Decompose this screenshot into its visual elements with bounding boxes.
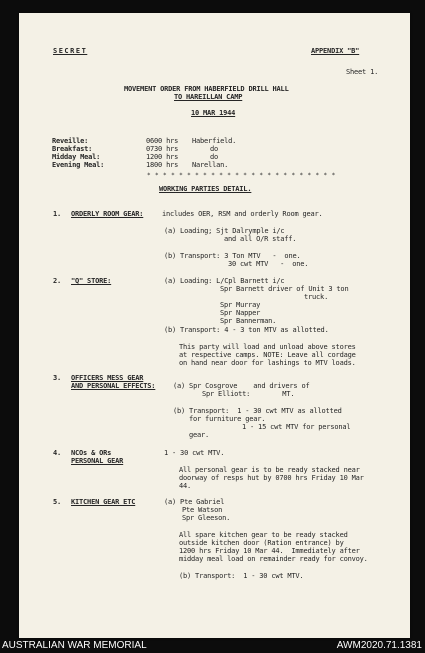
item-text: 1 - 30 cwt MTV. — [164, 449, 225, 457]
schedule-label: Evening Meal: — [52, 161, 105, 169]
item-text: truck. — [304, 293, 329, 301]
item-number: 5. — [53, 498, 62, 506]
item-text: (a) Pte Gabriel — [164, 498, 225, 506]
document-date: 10 MAR 1944 — [191, 109, 236, 117]
item-title: OFFICERS MESS GEAR — [71, 374, 144, 382]
item-text: (a) Spr Cosgrove and drivers of — [173, 382, 310, 390]
title-line-2: TO HAREILLAN CAMP — [174, 93, 243, 101]
footer-accession-number: AWM2020.71.1381 — [336, 640, 422, 651]
item-number: 1. — [53, 210, 62, 218]
item-text: midday meal load on remainder ready for convoy. — [179, 555, 368, 563]
item-title: KITCHEN GEAR ETC — [71, 498, 136, 506]
item-text: at respective camps. NOTE: Leave all cordage — [179, 351, 356, 359]
item-text: (a) Loading; Sjt Dalrymple i/c — [164, 227, 285, 235]
item-text: (b) Transport: 1 - 30 cwt MTV. — [179, 572, 304, 580]
appendix-label: APPENDIX "B" — [311, 47, 360, 55]
schedule-time: 1800 hrs — [146, 161, 179, 169]
separator-line: * * * * * * * * * * * * * * * * * * * * * * * * — [147, 172, 336, 179]
item-text: outside kitchen door (Ration entrance) by — [179, 539, 344, 547]
item-number: 3. — [53, 374, 62, 382]
item-text: 1200 hrs Friday 10 Mar 44. Immediately after — [179, 547, 360, 555]
item-text: 44. — [179, 482, 192, 490]
item-number: 2. — [53, 277, 62, 285]
item-title: NCOs & ORs — [71, 449, 112, 457]
item-text: and all O/R staff. — [224, 235, 297, 243]
schedule-place: Narellan. — [192, 161, 229, 169]
item-text: Spr Bannerman. — [220, 317, 277, 325]
item-text: gear. — [189, 431, 210, 439]
schedule-time: 1200 hrs — [146, 153, 179, 161]
schedule-time: 0600 hrs — [146, 137, 179, 145]
item-title: PERSONAL GEAR — [71, 457, 124, 465]
item-title: "Q" STORE: — [71, 277, 112, 285]
item-text: All personal gear is to be ready stacked near — [179, 466, 360, 474]
item-text: Spr Murray — [220, 301, 261, 309]
item-text: Spr Napper — [220, 309, 261, 317]
footer-institution: AUSTRALIAN WAR MEMORIAL — [2, 640, 147, 651]
schedule-time: 0730 hrs — [146, 145, 179, 153]
section-heading: WORKING PARTIES DETAIL. — [159, 185, 252, 193]
item-number: 4. — [53, 449, 62, 457]
item-text: Spr Elliott: MT. — [202, 390, 295, 398]
item-text: 1 - 15 cwt MTV for personal — [242, 423, 351, 431]
item-text: This party will load and unload above stores — [179, 343, 356, 351]
item-title: ORDERLY ROOM GEAR: — [71, 210, 144, 218]
document-page — [19, 13, 410, 638]
schedule-place: do — [210, 145, 219, 153]
item-text: 30 cwt MTV - one. — [228, 260, 309, 268]
item-text: All spare kitchen gear to be ready stacked — [179, 531, 348, 539]
item-title: AND PERSONAL EFFECTS: — [71, 382, 156, 390]
classification-label: SECRET — [53, 47, 88, 55]
sheet-number: Sheet 1. — [346, 68, 379, 76]
schedule-place: do — [210, 153, 219, 161]
item-text: Spr Barnett driver of Unit 3 ton — [220, 285, 349, 293]
schedule-label: Midday Meal: — [52, 153, 101, 161]
item-text: for furniture gear. — [189, 415, 266, 423]
item-text: (b) Transport: 3 Ton MTV - one. — [164, 252, 301, 260]
item-text: (b) Transport: 1 - 30 cwt MTV as allotted — [173, 407, 342, 415]
item-text: (a) Loading: L/Cpl Barnett i/c — [164, 277, 285, 285]
item-text: on hand near door for lashings to MTV loads. — [179, 359, 356, 367]
schedule-label: Reveille: — [52, 137, 89, 145]
item-text: Spr Gleeson. — [182, 514, 231, 522]
item-text: Pte Watson — [182, 506, 223, 514]
title-line-1: MOVEMENT ORDER FROM HABERFIELD DRILL HALL — [124, 85, 289, 93]
schedule-place: Haberfield. — [192, 137, 237, 145]
item-text: (b) Transport: 4 - 3 ton MTV as allotted. — [164, 326, 329, 334]
item-text: doorway of resps hut by 0700 hrs Friday 10 Mar — [179, 474, 364, 482]
schedule-label: Breakfast: — [52, 145, 93, 153]
item-text: includes OER, RSM and orderly Room gear. — [162, 210, 323, 218]
